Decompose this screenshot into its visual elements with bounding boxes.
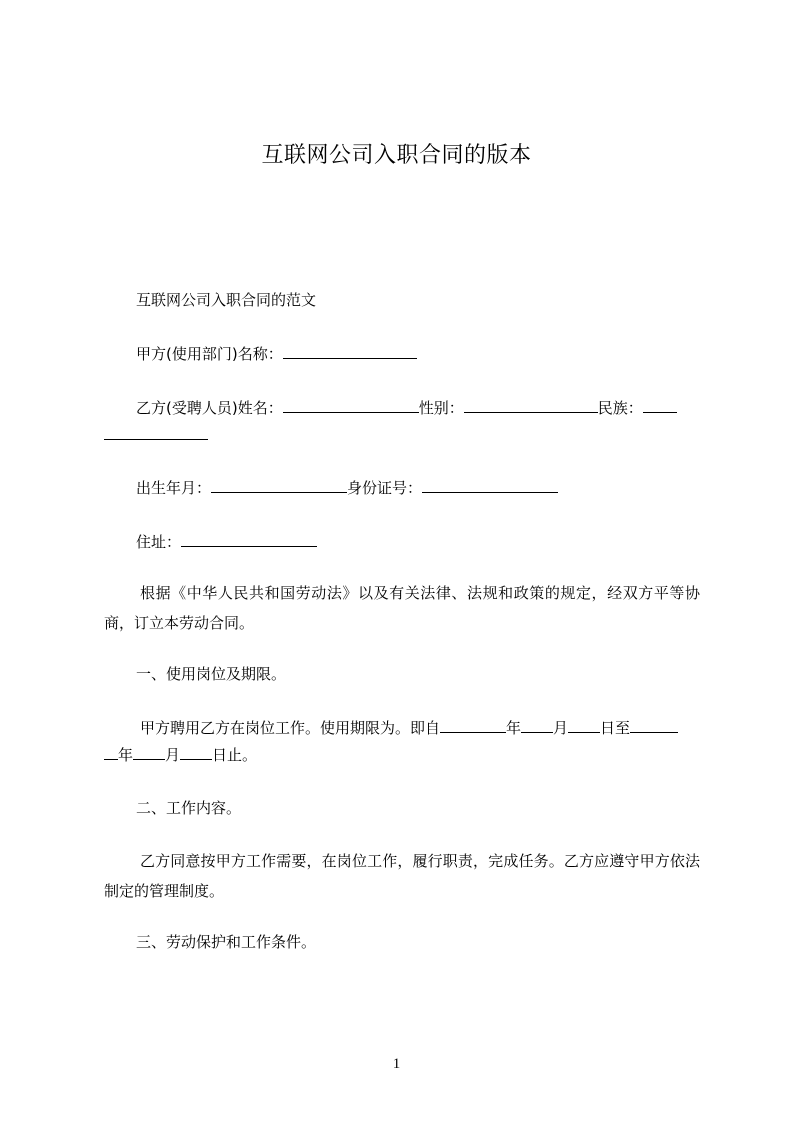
section1-line2	[104, 745, 700, 765]
start-year-label: 年	[506, 719, 522, 737]
section2-paragraph: 乙方同意按甲方工作需要，在岗位工作，履行职责，完成任务。乙方应遵守甲方依法制定的管理制度。	[104, 852, 700, 900]
start-month-blank	[521, 718, 553, 733]
birth-blank	[211, 478, 347, 493]
section1-line1	[104, 718, 736, 738]
id-label: 身份证号：	[347, 479, 423, 497]
address-label: 住址：	[136, 533, 182, 551]
start-month-label: 月	[553, 719, 569, 737]
id-blank	[422, 478, 558, 493]
document-title: 互联网公司入职合同的版本	[261, 143, 532, 168]
end-month-label: 月	[165, 746, 181, 764]
birth-id-line	[104, 478, 732, 498]
preamble-paragraph: 根据《中华人民共和国劳动法》以及有关法律、法规和政策的规定，经双方平等协商，订立本劳动合同。	[104, 584, 700, 632]
end-day-blank	[180, 745, 212, 760]
party-b-name-label: 乙方(受聘人员)姓名：	[136, 399, 283, 417]
day-to-label: 日至	[600, 719, 631, 737]
party-a-blank	[283, 344, 417, 359]
end-month-blank	[133, 745, 165, 760]
start-day-blank	[568, 718, 600, 733]
address-blank	[181, 532, 317, 547]
gender-blank	[464, 398, 598, 413]
end-year-blank-continued	[104, 745, 118, 760]
address-line	[104, 532, 732, 552]
party-b-line	[104, 398, 732, 418]
ethnicity-blank	[643, 398, 677, 413]
end-year-blank	[630, 718, 678, 733]
ethnicity-continuation-line	[104, 425, 700, 445]
birth-label: 出生年月：	[136, 479, 212, 497]
party-a-line	[104, 344, 732, 364]
section1-text: 甲方聘用乙方在岗位工作。使用期限为。即自	[140, 719, 441, 737]
section1-title: 一、使用岗位及期限。	[136, 665, 287, 683]
page-number: 1	[392, 1056, 401, 1072]
ethnicity-blank-continued	[104, 425, 208, 440]
document-subtitle: 互联网公司入职合同的范文	[136, 291, 317, 309]
party-b-name-blank	[283, 398, 419, 413]
end-year-label: 年	[118, 746, 134, 764]
day-end-label: 日止。	[212, 746, 258, 764]
party-a-label: 甲方(使用部门)名称：	[136, 345, 283, 363]
start-year-blank	[440, 718, 506, 733]
section3-title: 三、劳动保护和工作条件。	[136, 933, 317, 951]
ethnicity-label: 民族：	[597, 399, 643, 417]
section2-title: 二、工作内容。	[136, 799, 242, 817]
gender-label: 性别：	[418, 399, 464, 417]
